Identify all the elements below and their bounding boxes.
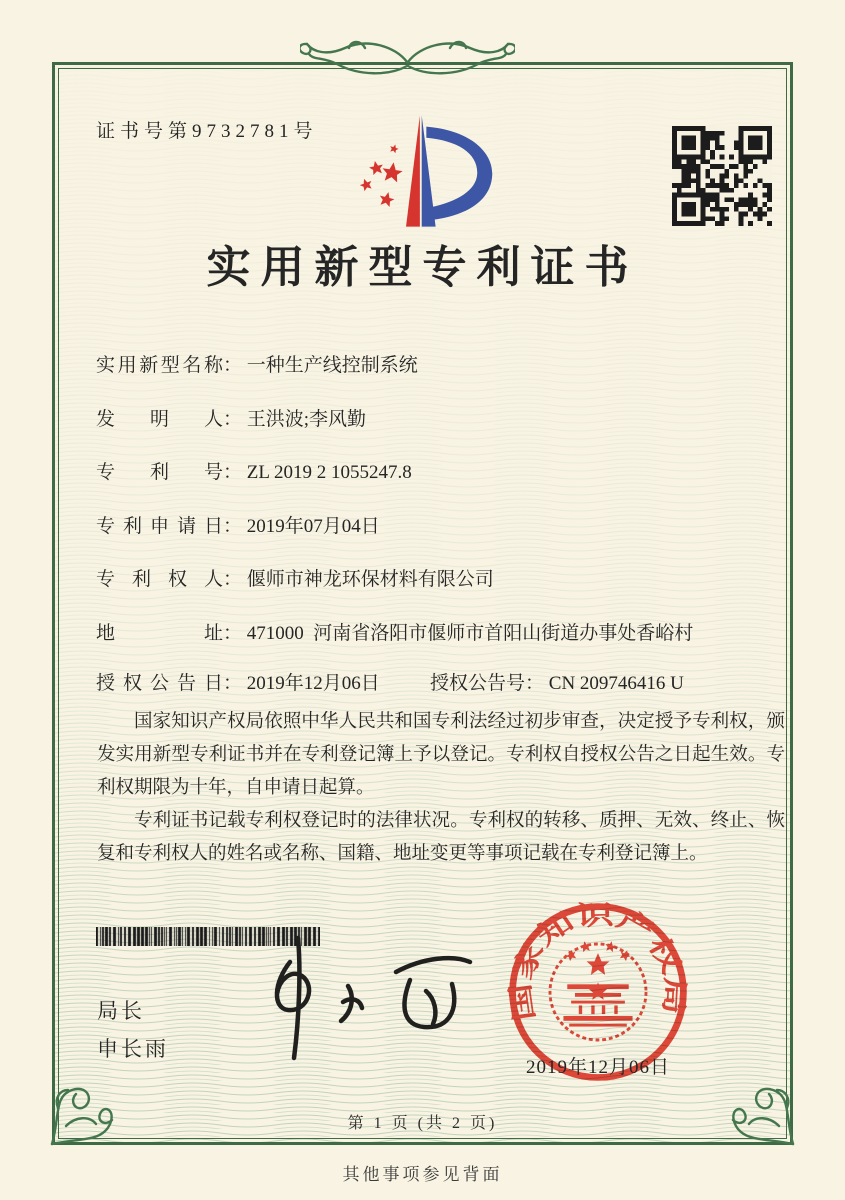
field-label: 专利号: [96, 462, 223, 483]
commissioner-name: 申长雨: [97, 1037, 169, 1061]
qr-code: [672, 126, 772, 226]
colon: ：: [223, 673, 243, 694]
legal-paragraph-2: 专利证书记载专利权登记时的法律状况。专利权的转移、质押、无效、终止、恢复和专利权人的姓名或名称、国籍、地址变更等事项记载在专利登记簿上。: [97, 810, 785, 864]
colon: ：: [223, 515, 243, 537]
certificate-title: 实用新型专利证书: [206, 243, 639, 292]
commissioner-title: 局长: [97, 999, 145, 1023]
grant-row: [96, 674, 766, 694]
seal-date: 2019年12月06日: [525, 1057, 670, 1078]
field-value: ZL 2019 2 1055247.8: [246, 462, 412, 483]
field-row-address: [96, 624, 766, 644]
field-label: 授权公告号: [430, 673, 526, 694]
field-label: 实用新型名称: [96, 355, 223, 376]
grant-date-value: 2019年12月06日: [246, 673, 380, 694]
certificate-number: 证书号第9732781号: [96, 121, 318, 142]
colon: ：: [223, 622, 243, 644]
field-value: 偃师市神龙环保材料有限公司: [246, 569, 494, 590]
field-label: 专利权人: [96, 569, 223, 590]
grant-number-value: CN 209746416 U: [548, 673, 684, 694]
field-value: 王洪波;李风勤: [246, 408, 367, 430]
bottom-right-flourish-icon: [697, 1048, 797, 1148]
field-label: 授权公告日: [96, 673, 223, 694]
cnipa-logo-icon: [332, 108, 517, 236]
field-row-filing-date: [96, 517, 766, 537]
field-value: 2019年07月04日: [246, 515, 380, 537]
colon: ：: [525, 673, 545, 694]
grant-number-pair: [430, 674, 684, 694]
field-row-inventor: [96, 410, 766, 430]
legal-text: [97, 706, 785, 871]
field-row-patentee: [96, 570, 766, 590]
colon: ：: [223, 408, 243, 430]
handwritten-signature: [228, 928, 488, 1068]
colon: ：: [223, 462, 243, 483]
commissioner-block: [97, 992, 169, 1068]
back-note: 其他事项参见背面: [342, 1165, 503, 1184]
page-number: 第 1 页 (共 2 页): [347, 1115, 498, 1132]
grant-date-pair: [96, 673, 380, 694]
field-row-patent-no: [96, 463, 766, 483]
colon: ：: [223, 355, 243, 376]
field-list: [96, 356, 766, 677]
legal-paragraph-1: 国家知识产权局依照中华人民共和国专利法经过初步审查，决定授予专利权，颁发实用新型专利证书并在专利登记簿上予以登记。专利权自授权公告之日起生效。专利权期限为十年，自申请日起算。: [97, 712, 785, 798]
top-scroll-ornament-icon: [300, 34, 515, 90]
field-row-name: [96, 356, 766, 376]
colon: ：: [223, 569, 243, 590]
field-label: 地址: [96, 622, 223, 644]
field-value: 一种生产线控制系统: [246, 355, 418, 376]
field-value: 471000 河南省洛阳市偃师市首阳山街道办事处香峪村: [246, 622, 694, 644]
field-label: 专利申请日: [96, 515, 223, 537]
seal-text: 国家知识产权局: [506, 900, 691, 1023]
field-label: 发明人: [96, 408, 223, 430]
